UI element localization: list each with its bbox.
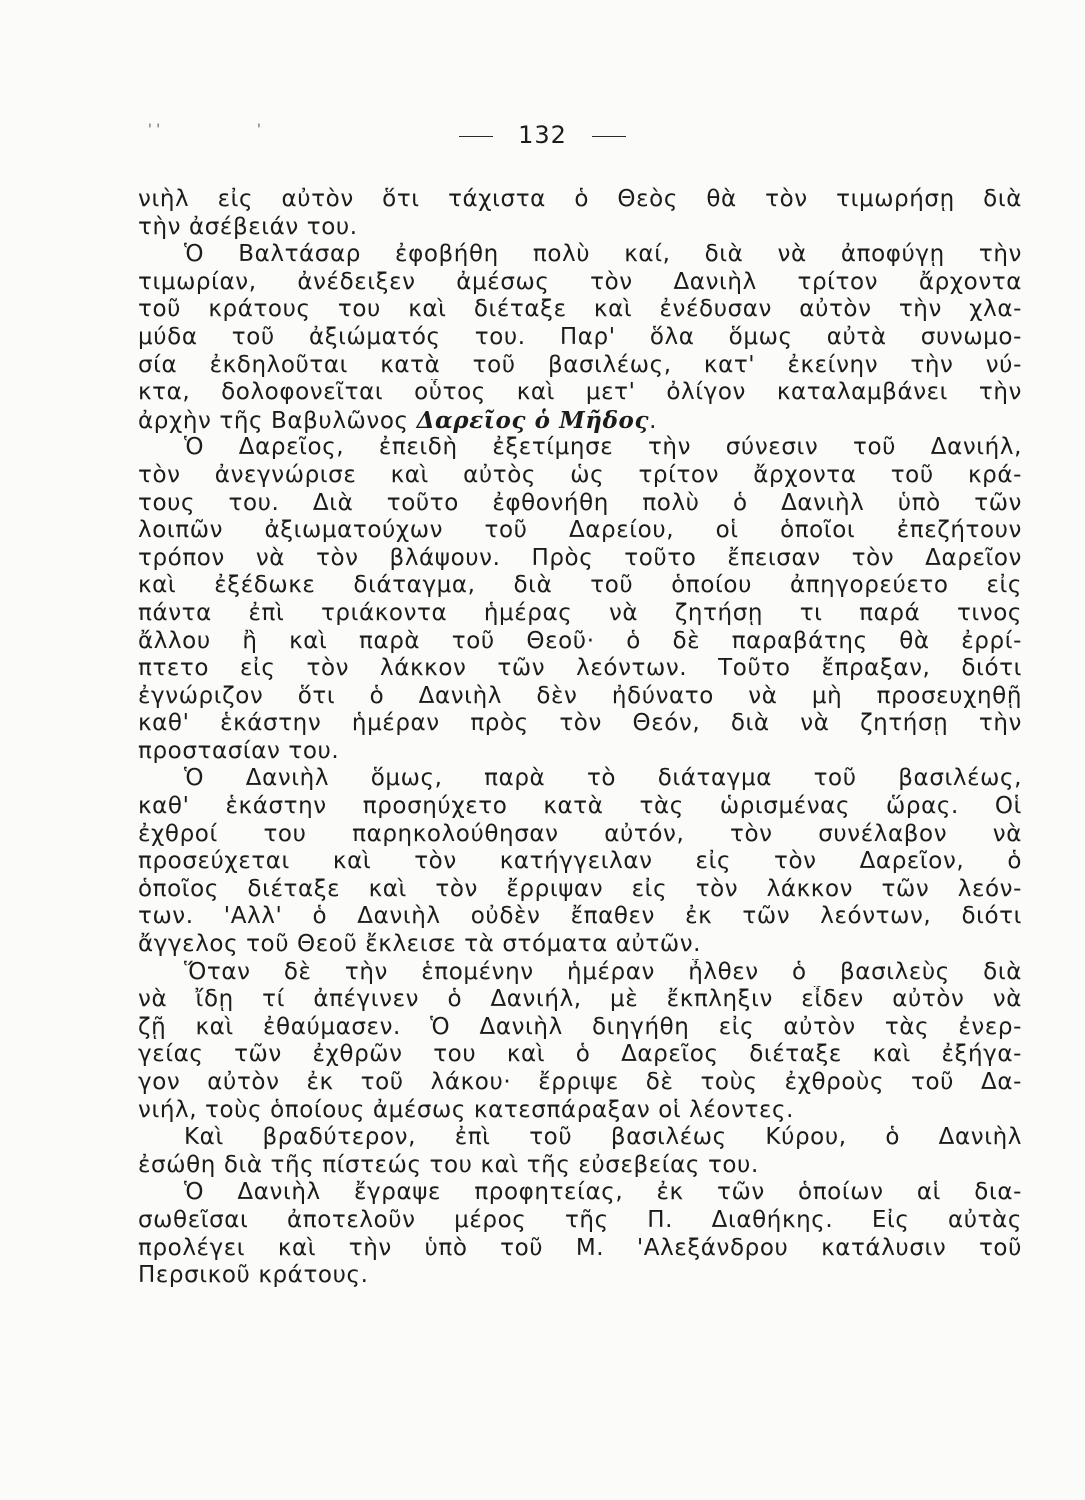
- line-text: προστασίαν του.: [138, 737, 340, 764]
- text-line: [138, 490, 1022, 518]
- line-text: τους του. Διὰ τοῦτο ἐφθονήθη πολὺ ὁ Δανιὴλ ὑπὸ τῶν: [138, 489, 1022, 516]
- text-line: [138, 793, 1022, 821]
- line-punctuation: .: [649, 407, 658, 434]
- text-line: [138, 628, 1022, 656]
- line-text: γείας τῶν ἐχθρῶν του καὶ ὁ Δαρεῖος διέταξε καὶ ἐξήγα-: [138, 1041, 1022, 1068]
- text-line: [138, 352, 1022, 380]
- line-text: πάντα ἐπὶ τριάκοντα ἡμέρας νὰ ζητήσῃ τι παρά τινος: [138, 599, 1022, 626]
- page-number-header: [0, 118, 1085, 152]
- line-text: των. 'Αλλ' ὁ Δανιὴλ οὐδὲν ἔπαθεν ἐκ τῶν λεόντων, διότι: [138, 903, 1022, 930]
- text-line: [138, 1041, 1022, 1069]
- text-line: [138, 600, 1022, 628]
- text-line: [138, 710, 1022, 738]
- line-text: καὶ ἐξέδωκε διάταγμα, διὰ τοῦ ὁποίου ἀπηγορεύετο εἰς: [138, 572, 1022, 599]
- line-text: Ὁ Δαρεῖος, ἐπειδὴ ἐξετίμησε τὴν σύνεσιν τοῦ Δανιήλ,: [184, 434, 1022, 461]
- line-text: σωθεῖσαι ἀποτελοῦν μέρος τῆς Π. Διαθήκης. Εἰς αὐτὰς: [138, 1206, 1022, 1233]
- text-line: [138, 324, 1022, 352]
- text-line: [138, 848, 1022, 876]
- text-line: [138, 655, 1022, 683]
- text-line: [138, 269, 1022, 297]
- line-text: τὸν ἀνεγνώρισε καὶ αὐτὸς ὡς τρίτον ἄρχοντα τοῦ κρά-: [138, 461, 1022, 488]
- header-dash-right: [592, 136, 626, 137]
- line-text: γον αὐτὸν ἐκ τοῦ λάκου· ἔρριψε δὲ τοὺς ἐχθροὺς τοῦ Δα-: [138, 1069, 1022, 1095]
- line-text: Περσικοῦ κράτους.: [138, 1262, 369, 1289]
- text-line: [138, 1235, 1022, 1263]
- text-line: [138, 1014, 1022, 1042]
- text-line: [138, 517, 1022, 545]
- text-line: [138, 186, 1022, 214]
- line-text: ἐχθροί του παρηκολούθησαν αὐτόν, τὸν συνέλαβον νὰ: [138, 820, 1022, 847]
- line-text: νὰ ἴδῃ τί ἀπέγινεν ὁ Δανιήλ, μὲ ἔκπληξιν εἶδεν αὐτὸν νὰ: [138, 986, 1022, 1013]
- line-text: μύδα τοῦ ἀξιώματός του. Παρ' ὅλα ὅμως αὐτὰ συνωμο-: [138, 323, 1022, 350]
- line-text: ὁποῖος διέταξε καὶ τὸν ἔρριψαν εἰς τὸν λάκκον τῶν λεόν-: [138, 875, 1022, 902]
- line-text: τιμωρίαν, ἀνέδειξεν ἀμέσως τὸν Δανιὴλ τρίτον ἄρχοντα: [138, 268, 1022, 295]
- text-line: [138, 1097, 1022, 1125]
- text-line: [138, 545, 1022, 573]
- line-text: Ὁ Δανιὴλ ὅμως, παρὰ τὸ διάταγμα τοῦ βασιλέως,: [184, 765, 1022, 792]
- text-line: [138, 1069, 1022, 1097]
- text-line: [138, 462, 1022, 490]
- page-number: 132: [518, 121, 567, 149]
- text-line: [138, 434, 1022, 462]
- line-text: τοῦ κράτους του καὶ διέταξε καὶ ἐνέδυσαν αὐτὸν τὴν χλα-: [138, 296, 1022, 323]
- text-line: [138, 407, 1022, 435]
- text-line: [138, 683, 1022, 711]
- body-text: [138, 186, 1022, 1290]
- text-line: [138, 1262, 1022, 1290]
- header-dash-left: [459, 136, 493, 137]
- text-line: [138, 1124, 1022, 1152]
- line-text: προλέγει καὶ τὴν ὑπὸ τοῦ Μ. 'Αλεξάνδρου κατάλυσιν τοῦ: [138, 1234, 1022, 1261]
- line-text: ζῇ καὶ ἐθαύμασεν. Ὁ Δανιὴλ διηγήθη εἰς αὐτὸν τὰς ἐνερ-: [138, 1013, 1022, 1040]
- line-text: Ὅταν δὲ τὴν ἑπομένην ἡμέραν ἦλθεν ὁ βασιλεὺς διὰ: [184, 958, 1022, 985]
- text-line: [138, 903, 1022, 931]
- line-text: τὴν ἀσέβειάν του.: [138, 213, 358, 240]
- text-line: [138, 876, 1022, 904]
- stray-print-mark: ': [257, 122, 261, 138]
- line-text: ἄλλου ἢ καὶ παρὰ τοῦ Θεοῦ· ὁ δὲ παραβάτης θὰ ἐρρί-: [138, 627, 1022, 654]
- line-text: τρόπον νὰ τὸν βλάψουν. Πρὸς τοῦτο ἔπεισαν τὸν Δαρεῖον: [138, 544, 1022, 571]
- text-line: [138, 379, 1022, 407]
- text-line: [138, 241, 1022, 269]
- line-text: καθ' ἑκάστην ἡμέραν πρὸς τὸν Θεόν, διὰ νὰ ζητήσῃ τὴν: [138, 710, 1022, 737]
- line-text: ἀρχὴν τῆς Βαβυλῶνος: [138, 407, 409, 434]
- line-text: σία ἐκδηλοῦται κατὰ τοῦ βασιλέως, κατ' ἐκείνην τὴν νύ-: [138, 351, 1022, 378]
- text-line: [138, 821, 1022, 849]
- line-text: πτετο εἰς τὸν λάκκον τῶν λεόντων. Τοῦτο ἔπραξαν, διότι: [138, 655, 1022, 682]
- line-text: ἐγνώριζον ὅτι ὁ Δανιὴλ δὲν ἠδύνατο νὰ μὴ προσευχηθῇ: [138, 682, 1022, 709]
- stray-print-mark: ' ': [148, 122, 161, 138]
- line-text: κτα, δολοφονεῖται οὗτος καὶ μετ' ὀλίγον καταλαμβάνει τὴν: [138, 379, 1022, 406]
- line-text: Ὁ Δανιὴλ ἔγραψε προφητείας, ἐκ τῶν ὁποίων αἱ δια-: [184, 1179, 1022, 1206]
- line-text: Καὶ βραδύτερον, ἐπὶ τοῦ βασιλέως Κύρου, ὁ Δανιὴλ: [184, 1124, 1022, 1151]
- text-line: [138, 931, 1022, 959]
- text-line: [138, 986, 1022, 1014]
- text-line: [138, 765, 1022, 793]
- line-text: λοιπῶν ἀξιωματούχων τοῦ Δαρείου, οἱ ὁποῖοι ἐπεζήτουν: [138, 517, 1022, 544]
- text-line: [138, 959, 1022, 987]
- line-text: ἐσώθη διὰ τῆς πίστεώς του καὶ τῆς εὐσεβείας του.: [138, 1151, 759, 1178]
- text-line: [138, 214, 1022, 242]
- text-line: [138, 738, 1022, 766]
- emphasized-name: Δαρεῖος ὁ Μῆδος: [416, 406, 650, 434]
- text-line: [138, 296, 1022, 324]
- text-line: [138, 572, 1022, 600]
- text-line: [138, 1179, 1022, 1207]
- text-line: [138, 1152, 1022, 1180]
- line-text: νιὴλ εἰς αὐτὸν ὅτι τάχιστα ὁ Θεὸς θὰ τὸν τιμωρήσῃ διὰ: [138, 186, 1022, 212]
- line-text: νιήλ, τοὺς ὁποίους ἀμέσως κατεσπάραξαν οἱ λέοντες.: [138, 1096, 795, 1123]
- line-text: ἄγγελος τοῦ Θεοῦ ἔκλεισε τὰ στόματα αὐτῶν.: [138, 931, 702, 958]
- text-line: [138, 1207, 1022, 1235]
- line-text: καθ' ἑκάστην προσηύχετο κατὰ τὰς ὡρισμένας ὥρας. Οἱ: [138, 793, 1022, 820]
- line-text: Ὁ Βαλτάσαρ ἐφοβήθη πολὺ καί, διὰ νὰ ἀποφύγῃ τὴν: [184, 241, 1022, 268]
- line-text: προσεύχεται καὶ τὸν κατήγγειλαν εἰς τὸν Δαρεῖον, ὁ: [138, 848, 1022, 875]
